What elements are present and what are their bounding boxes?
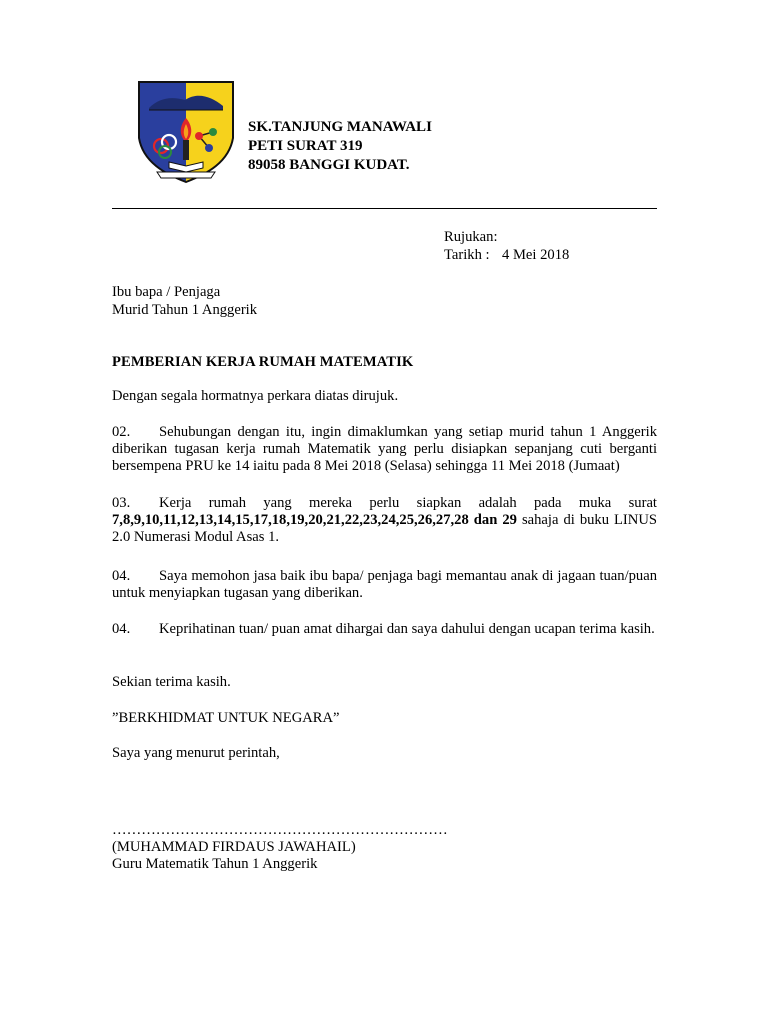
signature-block: [112, 822, 448, 873]
rujukan-label: Rujukan:: [444, 229, 498, 245]
paragraph-03-number: 03.: [112, 495, 131, 511]
signature-name: (MUHAMMAD FIRDAUS JAWAHAIL): [112, 839, 356, 855]
signature-title: Guru Matematik Tahun 1 Anggerik: [112, 856, 318, 872]
paragraph-03-dan: dan: [473, 512, 498, 528]
school-name: SK.TANJUNG MANAWALI: [248, 119, 432, 135]
signature-dots: ……………………………………………………………: [112, 822, 448, 838]
school-address: 89058 BANGGI KUDAT.: [248, 157, 410, 173]
paragraph-03-text-before: Kerja rumah yang mereka perlu siapkan adalah pada muka surat: [159, 495, 657, 511]
school-header: [248, 118, 432, 175]
paragraph-04-number: 04.: [112, 568, 131, 584]
paragraph-02-text: Sehubungan dengan itu, ingin dimaklumkan yang setiap murid tahun 1 Anggerik diberikan tugasan kerja rumah Matematik yang perlu disiapkan sepanjang cuti berganti bersempena PRU ke 14 iaitu pada 8 Mei 2018 (Selasa) sehingga 11 Mei 2018 (Jumaat): [112, 424, 657, 474]
letter-subject: PEMBERIAN KERJA RUMAH MATEMATIK: [112, 354, 414, 370]
paragraph-03-text-after: sahaja di buku LINUS 2.0 Numerasi Modul Asas 1.: [112, 512, 657, 545]
recipient-block: [112, 283, 257, 319]
paragraph-02: [112, 424, 657, 475]
paragraph-05: [112, 621, 657, 638]
yours-line: Saya yang menurut perintah,: [112, 745, 280, 761]
paragraph-05-number: 04.: [112, 621, 131, 637]
recipient-line-1: Ibu bapa / Penjaga: [112, 284, 221, 300]
school-crest-icon: [135, 78, 237, 186]
closing-line: Sekian terima kasih.: [112, 674, 231, 690]
tarikh-value: 4 Mei 2018: [502, 247, 570, 263]
paragraph-05-text: Keprihatinan tuan/ puan amat dihargai dan saya dahului dengan ucapan terima kasih.: [159, 621, 655, 637]
paragraph-03-last-page: 29: [502, 512, 517, 528]
paragraph-04-text: Saya memohon jasa baik ibu bapa/ penjaga bagi memantau anak di jagaan tuan/puan untuk menyiapkan tugasan yang diberikan.: [112, 568, 657, 601]
school-po-box: PETI SURAT 319: [248, 138, 363, 154]
header-divider: [112, 208, 657, 209]
motto-line: ”BERKHIDMAT UNTUK NEGARA”: [112, 710, 340, 726]
paragraph-03-pages: 7,8,9,10,11,12,13,14,15,17,18,19,20,21,22,23,24,25,26,27,28: [112, 512, 469, 528]
reference-block: [444, 228, 569, 264]
paragraph-03: [112, 495, 657, 546]
tarikh-label: Tarikh :: [444, 247, 490, 263]
paragraph-04: [112, 568, 657, 602]
paragraph-02-number: 02.: [112, 424, 131, 440]
tarikh-line: [444, 246, 569, 264]
recipient-line-2: Murid Tahun 1 Anggerik: [112, 302, 258, 318]
opening-line: Dengan segala hormatnya perkara diatas dirujuk.: [112, 388, 399, 404]
